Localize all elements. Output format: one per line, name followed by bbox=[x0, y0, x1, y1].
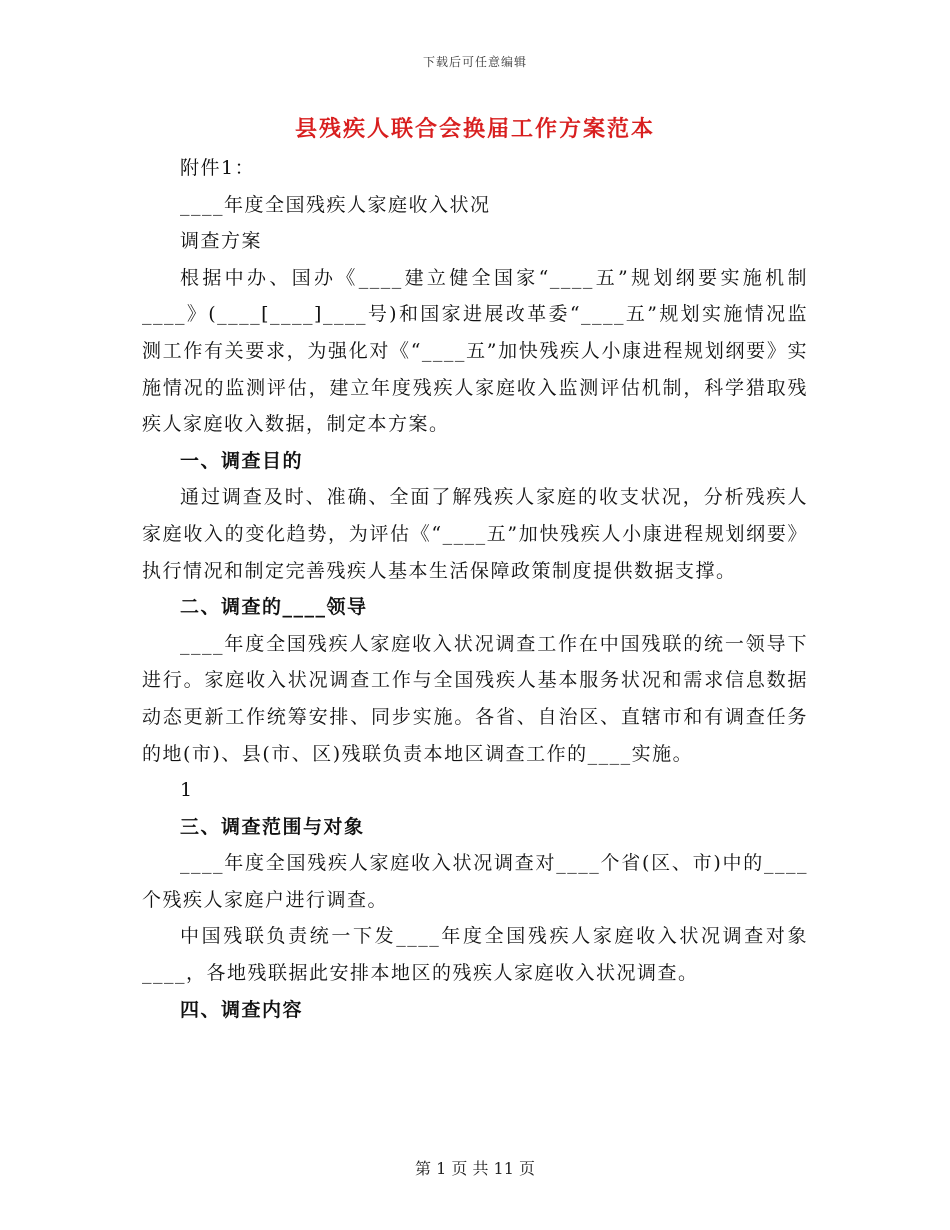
section-heading: 三、调查范围与对象 bbox=[180, 815, 365, 838]
page-footer: 第 1 页 共 11 页 bbox=[415, 1159, 535, 1178]
paragraph: 附件1： bbox=[180, 157, 256, 179]
document-title: 县残疾人联合会换届工作方案范本 bbox=[294, 116, 655, 142]
document-body bbox=[142, 150, 808, 1028]
paragraph: ____年度全国残疾人家庭收入状况调查工作在中国残联的统一领导下进行。家庭收入状况调查工作与全国残疾人基本服务状况和需求信息数据动态更新工作统筹安排、同步实施。各省、自治区、直辖市和有调查任务的地(市)、县(市、区)残联负责本地区调查工作的____实施。 bbox=[142, 632, 808, 765]
section-heading: 一、调查目的 bbox=[180, 449, 304, 472]
paragraph: 根据中办、国办《____建立健全国家“____五”规划纲要实施机制____》(____[____]____号)和国家进展改革委“____五”规划实施情况监测工作有关要求，为强化对《“____五”加快残疾人小康进程规划纲要》实施情况的监测评估，建立年度残疾人家庭收入监测评估机制，科学猎取残疾人家庭收入数据，制定本方案。 bbox=[142, 266, 808, 436]
section-heading: 四、调查内容 bbox=[180, 998, 304, 1021]
header-note: 下载后可任意编辑 bbox=[422, 55, 527, 69]
paragraph: 通过调查及时、准确、全面了解残疾人家庭的收支状况，分析残疾人家庭收入的变化趋势，为评估《“____五”加快残疾人小康进程规划纲要》执行情况和制定完善残疾人基本生活保障政策制度提供数据支撑。 bbox=[142, 486, 808, 582]
paragraph: ____年度全国残疾人家庭收入状况 bbox=[180, 193, 491, 216]
paragraph: 中国残联负责统一下发____年度全国残疾人家庭收入状况调查对象____，各地残联据此安排本地区的残疾人家庭收入状况调查。 bbox=[142, 925, 808, 985]
paragraph: ____年度全国残疾人家庭收入状况调查对____个省(区、市)中的____个残疾人家庭户进行调查。 bbox=[142, 852, 808, 911]
inline-page-number: 1 bbox=[180, 779, 194, 802]
paragraph: 调查方案 bbox=[180, 230, 263, 253]
section-heading: 二、调查的____领导 bbox=[180, 596, 368, 619]
